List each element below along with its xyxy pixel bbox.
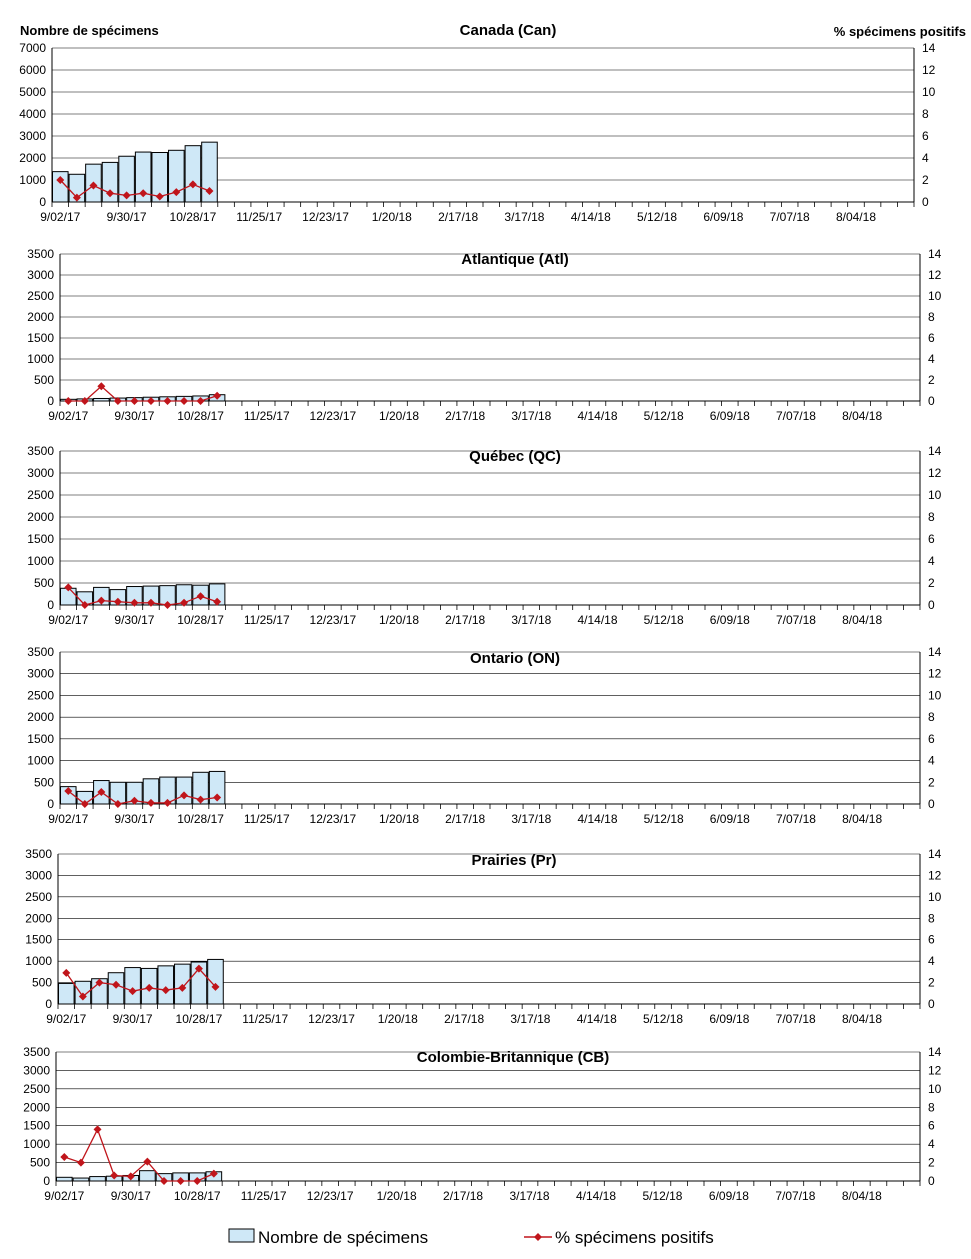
y-tick-label: 0 [45,997,52,1011]
y2-tick-label: 6 [928,932,935,947]
y-tick-label: 1500 [25,932,52,947]
x-tick-label: 8/04/18 [842,409,883,423]
y-tick-label: 1000 [27,352,54,366]
y-tick-label: 2000 [25,911,52,926]
y2-tick-label: 8 [928,710,935,725]
x-tick-label: 11/25/17 [243,812,290,826]
x-tick-label: 12/23/17 [309,812,357,826]
y2-tick-label: 2 [928,1155,935,1170]
y-tick-label: 500 [33,373,54,387]
y-tick-label: 0 [47,394,54,408]
chart-panel-1 [27,247,941,423]
x-tick-label: 4/14/18 [576,1012,617,1026]
x-tick-label: 2/17/18 [444,1012,485,1026]
y-tick-label: 500 [31,975,52,990]
y2-tick-label: 4 [928,954,935,969]
x-tick-label: 3/17/18 [511,409,552,423]
x-tick-label: 1/20/18 [379,409,420,423]
y-tick-label: 1000 [23,1137,50,1152]
y-tick-label: 2500 [27,488,54,502]
chart-panels [19,22,941,1203]
x-tick-label: 11/25/17 [243,613,290,627]
y2-tick-label: 4 [928,1137,935,1152]
x-tick-label: 9/30/17 [114,613,155,627]
x-tick-label: 1/20/18 [377,1012,418,1026]
bar [59,983,75,1004]
legend-bar-swatch [229,1229,254,1242]
y-tick-label: 1500 [27,331,54,345]
x-tick-label: 9/02/17 [48,812,89,826]
x-tick-label: 10/28/17 [177,409,224,423]
y-tick-label: 0 [39,195,46,209]
y2-tick-label: 6 [928,1118,935,1133]
y2-tick-label: 4 [928,753,935,768]
x-tick-label: 11/25/17 [243,409,290,423]
y2-tick-label: 12 [928,268,942,282]
x-tick-label: 9/02/17 [46,1012,87,1026]
bar [176,777,192,804]
y-tick-label: 1500 [27,532,54,546]
y2-tick-label: 4 [928,554,935,568]
y-tick-label: 2500 [27,289,54,303]
y-tick-label: 1500 [27,731,54,746]
y2-tick-label: 14 [928,247,942,261]
y-tick-label: 4000 [19,107,46,121]
x-tick-label: 12/23/17 [302,210,349,224]
y-tick-label: 1000 [19,173,46,187]
chart-title: Atlantique (Atl) [461,251,569,268]
x-tick-label: 3/17/18 [509,1189,550,1203]
y-tick-label: 3500 [27,247,54,261]
x-tick-label: 12/23/17 [309,613,357,627]
left-axis-label: Nombre de spécimens [20,23,159,38]
x-tick-label: 9/30/17 [110,1189,151,1203]
y2-tick-label: 14 [928,645,942,659]
x-tick-label: 1/20/18 [371,210,412,224]
x-tick-label: 10/28/17 [169,210,217,224]
y-tick-label: 2500 [25,889,52,904]
y2-tick-label: 10 [928,1081,942,1096]
x-tick-label: 10/28/17 [173,1189,221,1203]
legend-line-label: % spécimens positifs [555,1228,714,1247]
y-tick-label: 3000 [27,466,54,480]
y2-tick-label: 4 [928,352,935,366]
x-tick-label: 10/28/17 [177,613,224,627]
y2-tick-label: 2 [928,975,935,990]
x-tick-label: 6/09/18 [708,1189,749,1203]
y2-tick-label: 2 [922,173,929,187]
positive-rate-point [62,969,70,977]
x-tick-label: 5/12/18 [643,1012,684,1026]
bar [73,1178,89,1181]
y-tick-label: 5000 [19,85,46,99]
y2-tick-label: 4 [922,151,929,165]
x-tick-label: 6/09/18 [709,812,750,826]
chart-title: Prairies (Pr) [471,852,557,869]
x-tick-label: 7/07/18 [769,210,810,224]
y2-tick-label: 0 [928,1174,935,1188]
positive-rate-point [60,1153,68,1161]
bar [57,1177,73,1181]
y-tick-label: 3500 [27,444,54,458]
y2-tick-label: 8 [922,107,929,121]
y-tick-label: 0 [47,598,54,612]
x-tick-label: 8/04/18 [841,1012,883,1026]
bar [140,1171,156,1181]
chart-title: Canada (Can) [459,22,557,39]
y2-tick-label: 2 [928,576,935,590]
y2-tick-label: 0 [928,997,935,1011]
y-tick-label: 0 [43,1174,50,1188]
y2-tick-label: 6 [928,532,935,546]
y-tick-label: 3000 [25,868,52,883]
chart-title: Québec (QC) [469,448,561,465]
y-tick-label: 3000 [19,129,46,143]
y2-tick-label: 10 [922,85,936,99]
legend-line-marker [534,1233,542,1241]
positive-rate-point [94,1125,102,1133]
chart-panel-5 [23,1045,941,1203]
x-tick-label: 2/17/18 [445,613,486,627]
right-axis-label: % spécimens positifs [833,24,966,39]
y2-tick-label: 10 [928,889,942,904]
x-tick-label: 1/20/18 [379,812,420,826]
y-tick-label: 7000 [19,41,46,55]
y2-tick-label: 12 [928,1063,942,1078]
x-tick-label: 10/28/17 [177,812,224,826]
bar [90,1177,106,1181]
y-tick-label: 500 [29,1155,50,1170]
chart-title: Ontario (ON) [470,650,560,667]
positive-rate-point [77,1159,85,1167]
x-tick-label: 9/02/17 [48,613,89,627]
y-tick-label: 3500 [27,645,54,659]
y-tick-label: 2500 [23,1081,50,1096]
x-tick-label: 2/17/18 [438,210,479,224]
x-tick-label: 9/30/17 [112,1012,153,1026]
x-tick-label: 9/30/17 [114,812,155,826]
x-tick-label: 2/17/18 [445,812,486,826]
x-tick-label: 12/23/17 [308,1012,355,1026]
x-tick-label: 4/14/18 [577,812,618,826]
x-tick-label: 4/14/18 [570,210,611,224]
x-tick-label: 9/02/17 [44,1189,85,1203]
x-tick-label: 12/23/17 [309,409,357,423]
y2-tick-label: 14 [928,847,942,861]
x-tick-label: 8/04/18 [841,1189,882,1203]
chart-panel-3 [27,645,941,826]
y2-tick-label: 6 [928,731,935,746]
y2-tick-label: 8 [928,310,935,324]
x-tick-label: 9/02/17 [48,409,89,423]
x-tick-label: 12/23/17 [306,1189,354,1203]
x-tick-label: 3/17/18 [510,1012,551,1026]
x-tick-label: 9/30/17 [114,409,155,423]
y2-tick-label: 12 [928,466,942,480]
chart-panel-0 [19,22,935,224]
y2-tick-label: 14 [922,41,936,55]
y2-tick-label: 6 [922,129,929,143]
y-tick-label: 2000 [27,510,54,524]
y2-tick-label: 8 [928,911,935,926]
x-tick-label: 8/04/18 [842,613,883,627]
y-tick-label: 2500 [27,688,54,703]
x-tick-label: 11/25/17 [242,1012,289,1026]
y-tick-label: 2000 [27,310,54,324]
y2-tick-label: 2 [928,775,935,790]
x-tick-label: 5/12/18 [643,409,684,423]
y-tick-label: 2000 [27,710,54,725]
y2-tick-label: 0 [928,797,935,811]
y-tick-label: 3500 [25,847,52,861]
x-tick-label: 6/09/18 [709,409,750,423]
y-tick-label: 3500 [23,1045,50,1059]
chart-panel-2 [27,444,941,627]
x-tick-label: 11/25/17 [240,1189,287,1203]
y2-tick-label: 6 [928,331,935,345]
x-tick-label: 2/17/18 [443,1189,484,1203]
y-tick-label: 3000 [23,1063,50,1078]
y2-tick-label: 14 [928,444,942,458]
y-tick-label: 1000 [27,554,54,568]
x-tick-label: 4/14/18 [575,1189,617,1203]
x-tick-label: 6/09/18 [709,613,750,627]
x-tick-label: 5/12/18 [643,613,684,627]
legend [229,1228,714,1247]
x-tick-label: 5/12/18 [643,812,684,826]
y-tick-label: 0 [47,797,54,811]
x-tick-label: 3/17/18 [511,613,552,627]
x-tick-label: 7/07/18 [775,1189,816,1203]
x-tick-label: 8/04/18 [835,210,877,224]
x-tick-label: 7/07/18 [775,812,816,826]
x-tick-label: 7/07/18 [775,1012,816,1026]
x-tick-label: 1/20/18 [379,613,420,627]
bar [158,966,174,1004]
y-tick-label: 6000 [19,63,46,77]
y2-tick-label: 10 [928,688,942,703]
y-tick-label: 3000 [27,666,54,681]
y-tick-label: 1000 [25,954,52,969]
chart-title: Colombie-Britannique (CB) [416,1049,610,1066]
y-tick-label: 2000 [23,1100,50,1115]
x-tick-label: 8/04/18 [842,812,883,826]
y2-tick-label: 0 [928,598,935,612]
x-tick-label: 9/30/17 [106,210,147,224]
x-tick-label: 11/25/17 [236,210,283,224]
y2-tick-label: 8 [928,510,935,524]
y2-tick-label: 10 [928,488,942,502]
x-tick-label: 9/02/17 [40,210,81,224]
x-tick-label: 5/12/18 [637,210,678,224]
bar [94,398,110,401]
x-tick-label: 6/09/18 [703,210,744,224]
x-tick-label: 10/28/17 [175,1012,223,1026]
x-tick-label: 5/12/18 [642,1189,683,1203]
x-tick-label: 4/14/18 [577,409,618,423]
y-tick-label: 1500 [23,1118,50,1133]
x-tick-label: 7/07/18 [775,613,816,627]
y2-tick-label: 12 [922,63,936,77]
y2-tick-label: 8 [928,1100,935,1115]
bar [185,146,201,202]
x-tick-label: 4/14/18 [577,613,618,627]
y2-tick-label: 10 [928,289,942,303]
x-tick-label: 2/17/18 [445,409,486,423]
y2-tick-label: 14 [928,1045,942,1059]
y2-tick-label: 0 [928,394,935,408]
x-tick-label: 3/17/18 [504,210,545,224]
y-tick-label: 1000 [27,753,54,768]
x-tick-label: 3/17/18 [511,812,552,826]
x-tick-label: 7/07/18 [775,409,816,423]
bar [125,968,141,1004]
y-tick-label: 2000 [19,151,46,165]
y2-tick-label: 12 [928,666,942,681]
y2-tick-label: 2 [928,373,935,387]
y2-tick-label: 12 [928,868,942,883]
x-tick-label: 6/09/18 [709,1012,750,1026]
y-tick-label: 3000 [27,268,54,282]
y2-tick-label: 0 [922,195,929,209]
chart-panel-4 [25,847,941,1026]
x-tick-label: 1/20/18 [376,1189,417,1203]
legend-bar-label: Nombre de spécimens [258,1228,429,1247]
y-tick-label: 500 [33,576,54,590]
positive-rate-point [64,397,72,405]
y-tick-label: 500 [33,775,54,790]
